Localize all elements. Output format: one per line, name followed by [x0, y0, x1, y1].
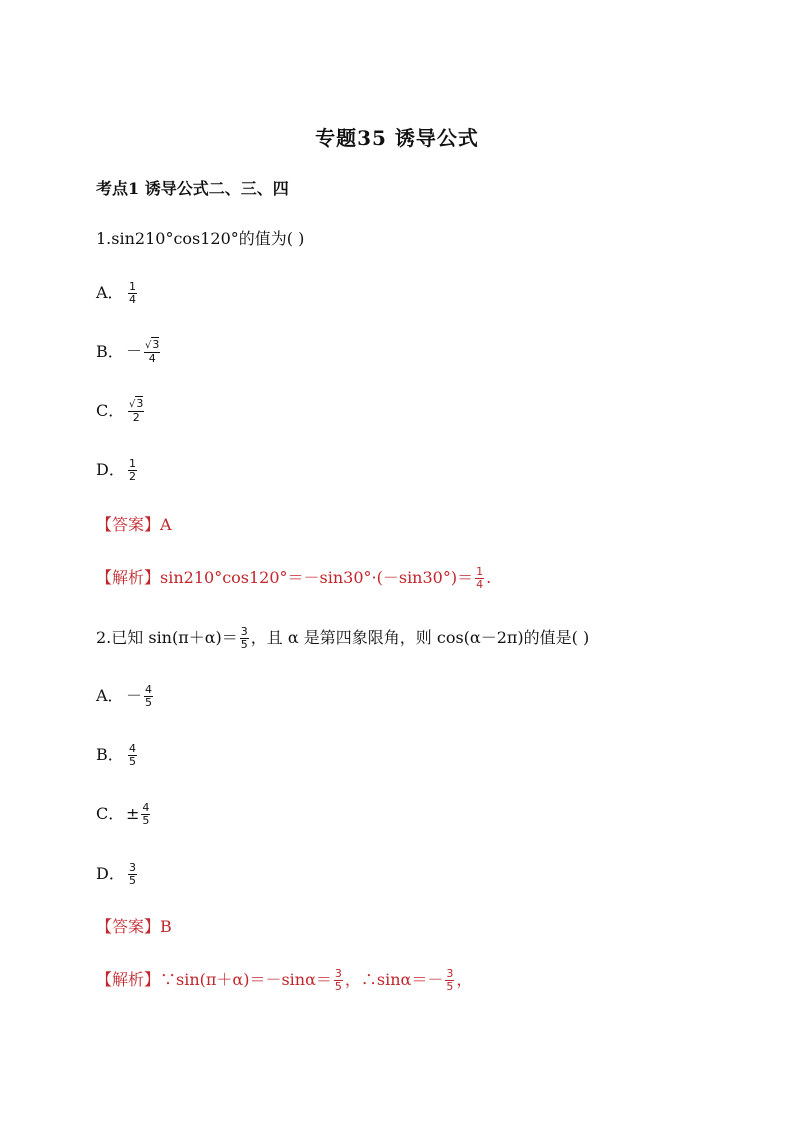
section-heading: 考点1 诱导公式二、三、四	[96, 179, 289, 198]
fraction: $\frac{1}{4}$	[476, 565, 484, 591]
fraction: $\frac{4}{5}$	[142, 801, 150, 827]
q2-option-c: C． ± $\frac{4}{5}$	[96, 801, 150, 827]
fraction: $\frac{4}{5}$	[145, 683, 153, 709]
fraction: $\frac{3}{5}$	[446, 967, 454, 993]
fraction: $\frac{3}{5}$	[334, 967, 342, 993]
q1-analysis: 【解析】sin210°cos120°＝－sin30°·(－sin30°)＝ $\frac{1}{4}$ .	[96, 565, 492, 591]
q2-option-a: A． － $\frac{4}{5}$	[96, 683, 153, 709]
q2-stem: 2.已知 sin(π＋α)＝ $\frac{3}{5}$ ，且 α 是第四象限角，则 cos(α－2π)的值是( )	[96, 625, 590, 651]
fraction: $\frac{1}{2}$	[129, 457, 136, 483]
q2-answer: 【答案】B	[96, 917, 172, 936]
q1-option-b: B． － $\frac{√3}{4}$	[96, 338, 160, 365]
fraction: $\frac{3}{5}$	[129, 861, 136, 887]
q2-option-b: B． $\frac{4}{5}$	[96, 742, 136, 768]
fraction: $\frac{√3}{4}$	[145, 338, 160, 365]
sqrt-icon: √	[145, 340, 152, 351]
q1-option-a: A． $\frac{1}{4}$	[96, 280, 136, 306]
q2-analysis: 【解析】∵sin(π＋α)＝－sinα＝ $\frac{3}{5}$ ，∴sinα＝－ $\frac{3}{5}$ ，	[96, 967, 473, 993]
q1-option-d: D． $\frac{1}{2}$	[96, 457, 136, 483]
q1-answer: 【答案】A	[96, 515, 172, 534]
fraction: $\frac{1}{4}$	[129, 280, 136, 306]
fraction: $\frac{3}{5}$	[240, 625, 248, 651]
page-title: 专题35 诱导公式	[315, 126, 479, 150]
q1-stem: 1.sin210°cos120°的值为( )	[96, 229, 305, 248]
fraction: $\frac{4}{5}$	[129, 742, 136, 768]
sqrt-icon: √	[129, 399, 136, 410]
q2-option-d: D． $\frac{3}{5}$	[96, 861, 136, 887]
fraction: $\frac{√3}{2}$	[129, 397, 144, 424]
q1-option-c: C． $\frac{√3}{2}$	[96, 397, 144, 424]
